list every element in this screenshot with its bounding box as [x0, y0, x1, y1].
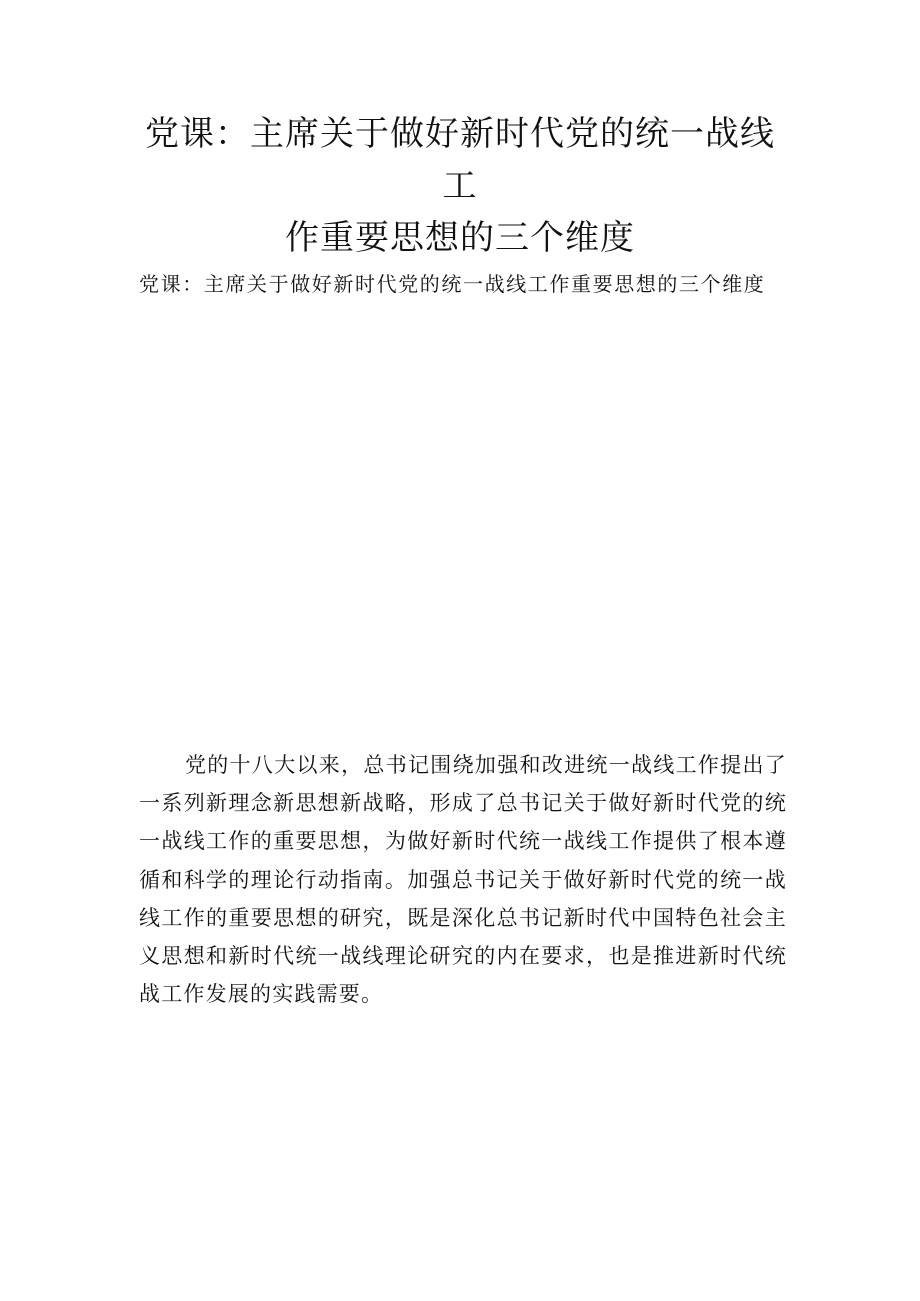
document-title-line-2: 作重要思想的三个维度: [285, 218, 635, 258]
document-subtitle: 党课：主席关于做好新时代党的统一战线工作重要思想的三个维度: [139, 272, 766, 296]
document-title: [130, 108, 790, 264]
body-paragraph: 党的十八大以来，总书记围绕加强和改进统一战线工作提出了一系列新理念新思想新战略，形成了总书记关于做好新时代党的统一战线工作的重要思想，为做好新时代统一战线工作提供了根本遵循和科学的理论行动指南。加强总书记关于做好新时代党的统一战线工作的重要思想的研究，既是深化总书记新时代中国特色社会主义思想和新时代统一战线理论研究的内在要求，也是推进新时代统战工作发展的实践需要。: [139, 753, 787, 1007]
document-title-line-1: 党课：主席关于做好新时代党的统一战线工: [145, 114, 775, 206]
